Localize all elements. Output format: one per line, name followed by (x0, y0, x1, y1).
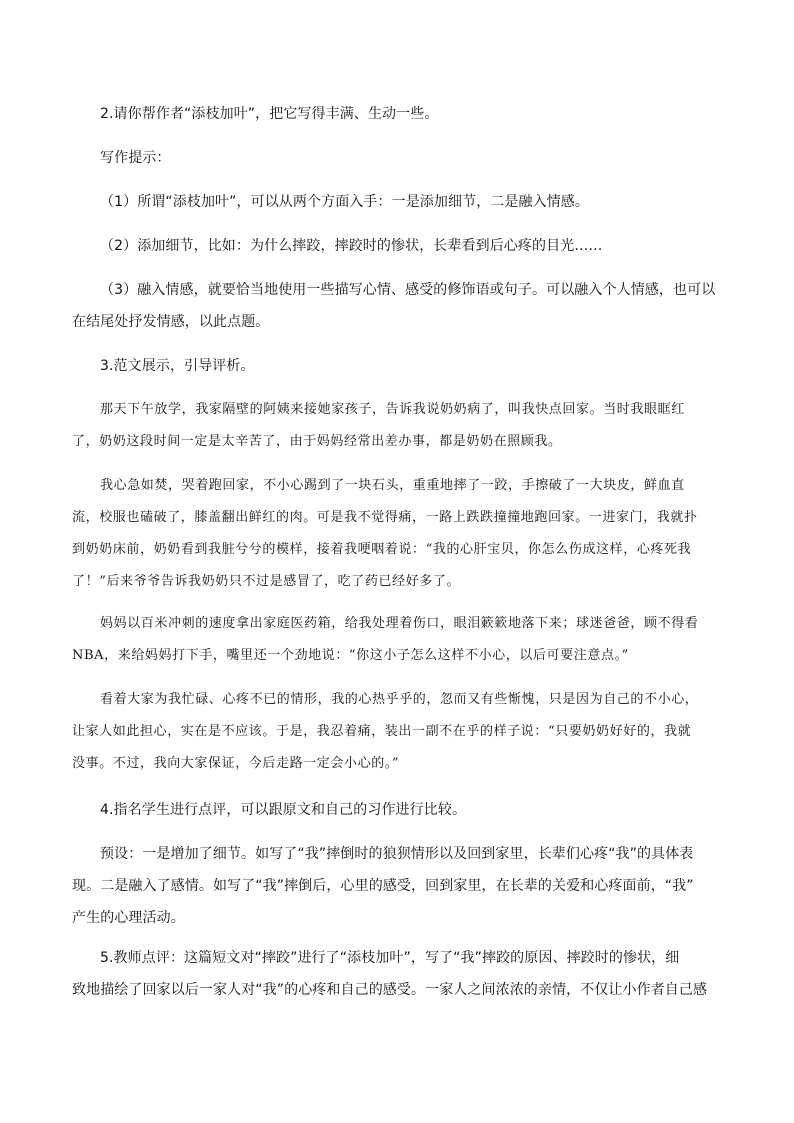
preset-answer (72, 838, 722, 934)
sample-paragraph-4 (72, 684, 722, 780)
sample-line: 看着大家为我忙碌、心疼不已的情形，我的心热乎乎的，忽而又有些惭愧，只是因为自己的不小心， (100, 692, 699, 707)
sample-line: 那天下午放学，我家隔壁的阿姨来接她家孩子，告诉我说奶奶病了，叫我快点回家。当时我眼眶红 (100, 402, 685, 417)
sample-paragraph-3 (72, 608, 722, 672)
sample-line: NBA，来给妈妈打下手，嘴里还一个劲地说：“你这小子怎么这样不小心，以后可要注意点。” (72, 648, 629, 663)
sample-paragraph-2 (72, 470, 722, 598)
sample-line: 我心急如焚，哭着跑回家，不小心踢到了一块石头，重重地摔了一跤，手擦破了一大块皮，鲜血直 (100, 478, 685, 493)
sample-line: 妈妈以百米冲刺的速度拿出家庭医药箱，给我处理着伤口，眼泪簌簌地落下来；球迷爸爸，顾不得看 (100, 616, 699, 631)
sample-line: 没事。不过，我向大家保证，今后走路一定会小心的。” (72, 756, 400, 771)
preset-line: 产生的心理活动。 (72, 910, 185, 926)
writing-tip-3-line: （3）融入情感，就要恰当地使用一些描写心情、感受的修饰语或句子。可以融入个人情感，也可以 (100, 282, 716, 298)
step-2-instruction: 2.请你帮作者“添枝加叶”，把它写得丰满、生动一些。 (100, 106, 439, 122)
sample-line: 让家人如此担心，实在是不应该。于是，我忍着痛，装出一副不在乎的样子说：“只要奶奶好好的，我就 (72, 724, 692, 739)
teacher-comment-line: 5.教师点评：这篇短文对“摔跤”进行了“添枝加叶”，写了“我”摔跤的原因、摔跤时的惨状，细 (100, 950, 680, 966)
writing-tip-1: （1）所谓“添枝加叶”，可以从两个方面入手：一是添加细节，二是融入情感。 (100, 194, 590, 210)
sample-line: 了，奶奶这段时间一定是太辛苦了，由于妈妈经常出差办事，都是奶奶在照顾我。 (72, 434, 562, 449)
step-5-teacher-comment (72, 942, 722, 1006)
writing-tips-heading: 写作提示： (100, 150, 171, 166)
sample-line: 了！”后来爷爷告诉我奶奶只不过是感冒了，吃了药已经好多了。 (72, 574, 461, 589)
sample-line: 到奶奶床前，奶奶看到我脏兮兮的模样，接着我哽咽着说：“我的心肝宝贝，你怎么伤成这样，心疼死我 (72, 542, 692, 557)
writing-tip-2: （2）添加细节，比如：为什么摔跤，摔跤时的惨状，长辈看到后心疼的目光…… (100, 238, 603, 254)
writing-tip-3-line: 在结尾处抒发情感，以此点题。 (72, 314, 270, 330)
step-3-instruction: 3.范文展示，引导评析。 (100, 358, 255, 374)
writing-tip-3 (72, 274, 722, 338)
sample-line: 流，校服也磕破了，膝盖翻出鲜红的肉。可是我不觉得痛，一路上跌跌撞撞地跑回家。一进家门，我就扑 (72, 510, 698, 525)
preset-line: 现。二是融入了感情。如写了“我”摔倒后，心里的感受，回到家里，在长辈的关爱和心疼面前，“我” (72, 878, 694, 894)
sample-paragraph-1 (72, 394, 722, 458)
teacher-comment-line: 致地描绘了回家以后一家人对“我”的心疼和自己的感受。一家人之间浓浓的亲情，不仅让小作者自己感 (72, 982, 708, 998)
step-4-instruction: 4.指名学生进行点评，可以跟原文和自己的习作进行比较。 (100, 802, 467, 818)
preset-line: 预设：一是增加了细节。如写了“我”摔倒时的狼狈情形以及回到家里，长辈们心疼“我”的具体表 (100, 846, 694, 862)
